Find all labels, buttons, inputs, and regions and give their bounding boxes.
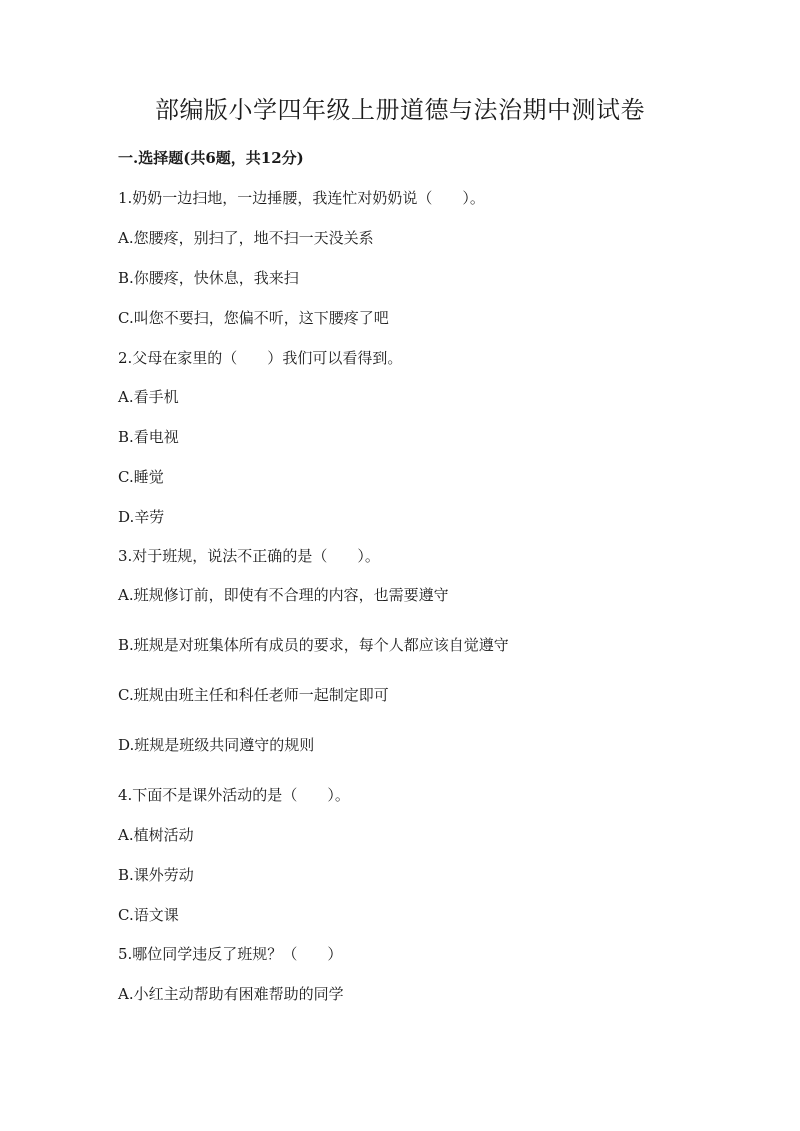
question-2-option-a: A.看手机 — [118, 388, 179, 406]
question-4-option-b: B.课外劳动 — [118, 866, 194, 884]
question-3-option-c: C.班规由班主任和科任老师一起制定即可 — [118, 686, 389, 704]
question-1-option-a: A.您腰疼，别扫了，地不扫一天没关系 — [118, 229, 374, 247]
question-4-option-a: A.植树活动 — [118, 826, 194, 844]
section-heading-multiple-choice: 一.选择题(共6题，共12分) — [118, 149, 304, 167]
question-5-option-a: A.小红主动帮助有困难帮助的同学 — [118, 985, 344, 1003]
question-4-option-c: C.语文课 — [118, 906, 179, 924]
question-2-option-b: B.看电视 — [118, 428, 179, 446]
question-4-stem: 4.下面不是课外活动的是（ ）。 — [118, 786, 350, 804]
question-5-stem: 5.哪位同学违反了班规？（ ） — [118, 945, 343, 963]
question-1-option-b: B.你腰疼，快休息，我来扫 — [118, 269, 299, 287]
question-3-option-b: B.班规是对班集体所有成员的要求，每个人都应该自觉遵守 — [118, 636, 509, 654]
question-3-option-d: D.班规是班级共同遵守的规则 — [118, 736, 315, 754]
question-2-option-d: D.辛劳 — [118, 508, 165, 526]
exam-title: 部编版小学四年级上册道德与法治期中测试卷 — [155, 96, 645, 124]
question-3-option-a: A.班规修订前，即使有不合理的内容，也需要遵守 — [118, 586, 449, 604]
question-1-option-c: C.叫您不要扫，您偏不听，这下腰疼了吧 — [118, 309, 389, 327]
question-3-stem: 3.对于班规，说法不正确的是（ ）。 — [118, 547, 380, 565]
question-2-option-c: C.睡觉 — [118, 468, 164, 486]
question-2-stem: 2.父母在家里的（ ）我们可以看得到。 — [118, 349, 403, 367]
question-1-stem: 1.奶奶一边扫地，一边捶腰，我连忙对奶奶说（ ）。 — [118, 189, 485, 207]
